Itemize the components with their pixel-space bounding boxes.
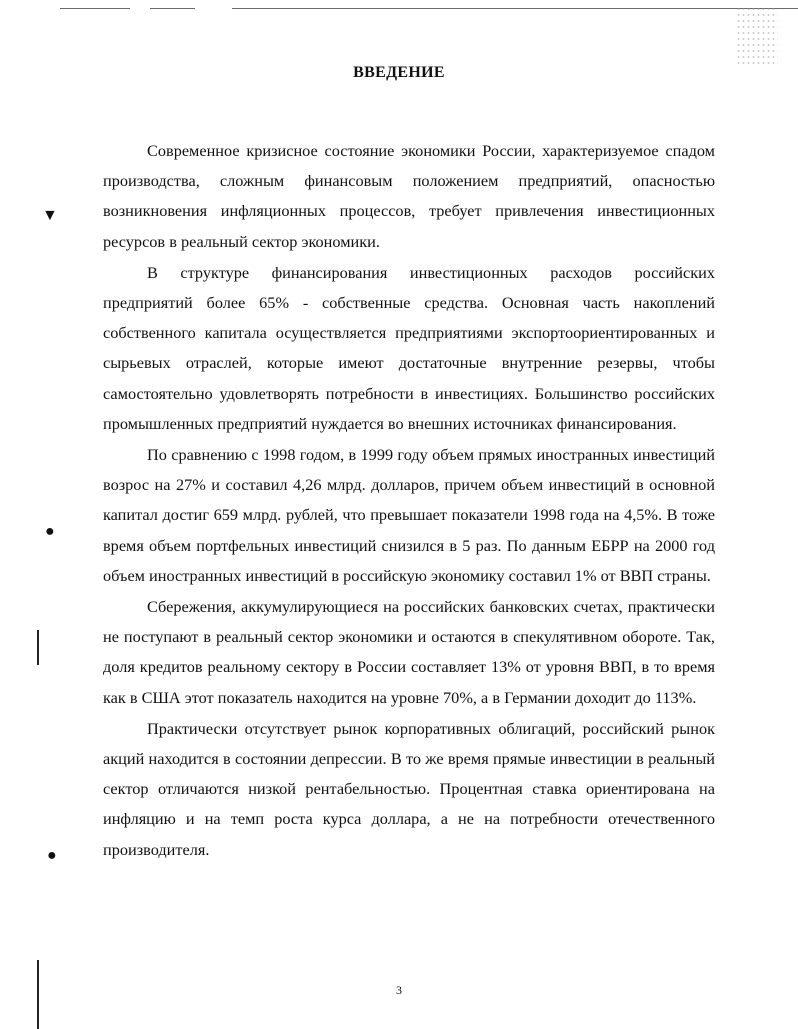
scan-line [60, 8, 130, 9]
binding-hole-icon: ● [47, 847, 57, 864]
binding-hole-icon: ▼ [42, 207, 58, 224]
page-title: ВВЕДЕНИЕ [353, 64, 445, 81]
scan-edge [37, 630, 39, 665]
page-number: 3 [396, 983, 402, 997]
paragraph: Практически отсутствует рынок корпоративных облигаций, российский рынок акций находится в состоянии депрессии. В то же время прямые инвестиции в реальный сектор отличаются низкой рентабельностью. Процентная ставка ориентирована на инфляцию и на темп роста курса доллара, а не на потребности отечественного производителя. [103, 718, 715, 859]
paragraph: Современное кризисное состояние экономики России, характеризуемое спадом производства, сложным финансовым положением предприятий, опасностью возникновения инфляционных процессов, требует привлечения инвестиционных ресурсов в реальный сектор экономики. [103, 141, 715, 251]
binding-hole-icon: ● [45, 523, 55, 540]
scan-line [150, 8, 195, 9]
scan-noise [736, 6, 778, 64]
body-text [103, 136, 715, 866]
paragraph: В структуре финансирования инвестиционных расходов российских предприятий более 65% - собственные средства. Основная часть накоплений собственного капитала осуществляется предприятиями экспортоориентированных и сырьевых отраслей, которые имеют достаточные внутренние резервы, чтобы самостоятельно удовлетворять потребности в инвестициях. Большинство российских промышленных предприятий нуждается во внешних источниках финансирования. [103, 262, 715, 433]
paragraph: По сравнению с 1998 годом, в 1999 году объем прямых иностранных инвестиций возрос на 27% и составил 4,26 млрд. долларов, причем объем инвестиций в основной капитал достиг 659 млрд. рублей, что превышает показатели 1998 года на 4,5%. В тоже время объем портфельных инвестиций снизился в 5 раз. По данным ЕБРР на 2000 год объем иностранных инвестиций в российскую экономику составил 1% от ВВП страны. [103, 445, 715, 585]
paragraph: Сбережения, аккумулирующиеся на российских банковских счетах, практически не поступают в реальный сектор экономики и остаются в спекулятивном обороте. Так, доля кредитов реальному сектору в России составляет 13% от уровня ВВП, в то время как в США этот показатель находится на уровне 70%, а в Германии доходит до 113%. [103, 597, 715, 707]
scan-line [232, 8, 798, 9]
